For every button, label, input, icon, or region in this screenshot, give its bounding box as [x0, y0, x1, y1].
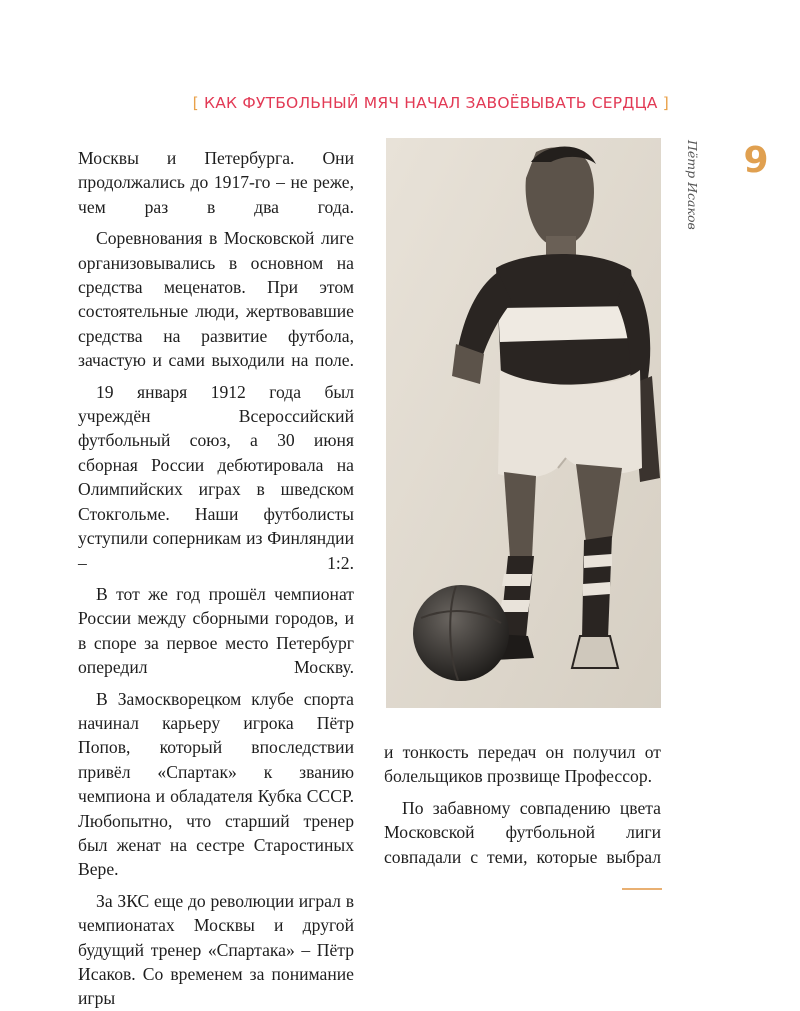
- running-header: [0, 94, 669, 112]
- header-bracket-right: ]: [662, 94, 669, 112]
- photo-caption: Пётр Исаков: [685, 140, 700, 230]
- footer-rule: [622, 888, 662, 890]
- paragraph: Соревнования в Московской лиге организовывались в основном на средства меценатов. При этом состоятельные люди, жертвовавшие средства на развитие футбола, зачастую и сами выходили на поле.: [78, 228, 354, 371]
- left-text-column: [78, 146, 354, 1011]
- footballer-illustration: [386, 138, 661, 708]
- player-photo: [386, 138, 661, 708]
- paragraph: По забавному совпадению цвета Московской футбольной лиги совпадали с теми, которые выбрал: [384, 797, 661, 867]
- paragraph: В Замоскворецком клубе спорта начинал карьеру игрока Пётр Попов, который впоследствии привёл «Спартак» к званию чемпиона и обладателя Кубка СССР. Любопытно, что старший тренер был женат на сестре Старостиных Вере.: [78, 688, 354, 880]
- header-title: КАК ФУТБОЛЬНЫЙ МЯЧ НАЧАЛ ЗАВОЁВЫВАТЬ СЕРДЦА: [204, 94, 658, 112]
- paragraph: Москвы и Петербурга. Они продолжались до 1917-го – не реже, чем раз в два года.: [78, 148, 354, 217]
- right-text-column: [384, 740, 661, 869]
- page-number: 9: [743, 140, 769, 181]
- header-bracket-left: [: [192, 94, 199, 112]
- paragraph: В тот же год прошёл чемпионат России между сборными городов, и в споре за первое место Петербург опередил Москву.: [78, 583, 354, 678]
- paragraph: За ЗКС еще до революции играл в чемпионатах Москвы и другой будущий тренер «Спартака» – Пётр Исаков. Со временем за понимание игры: [78, 890, 354, 1009]
- paragraph: и тонкость передач он получил от болельщиков прозвище Профессор.: [384, 742, 661, 787]
- paragraph: 19 января 1912 года был учреждён Всероссийский футбольный союз, а 30 июня сборная России дебютировала на Олимпийских играх в шведском Стокгольме. Наши футболисты уступили соперникам из Финляндии – 1:2.: [78, 381, 354, 573]
